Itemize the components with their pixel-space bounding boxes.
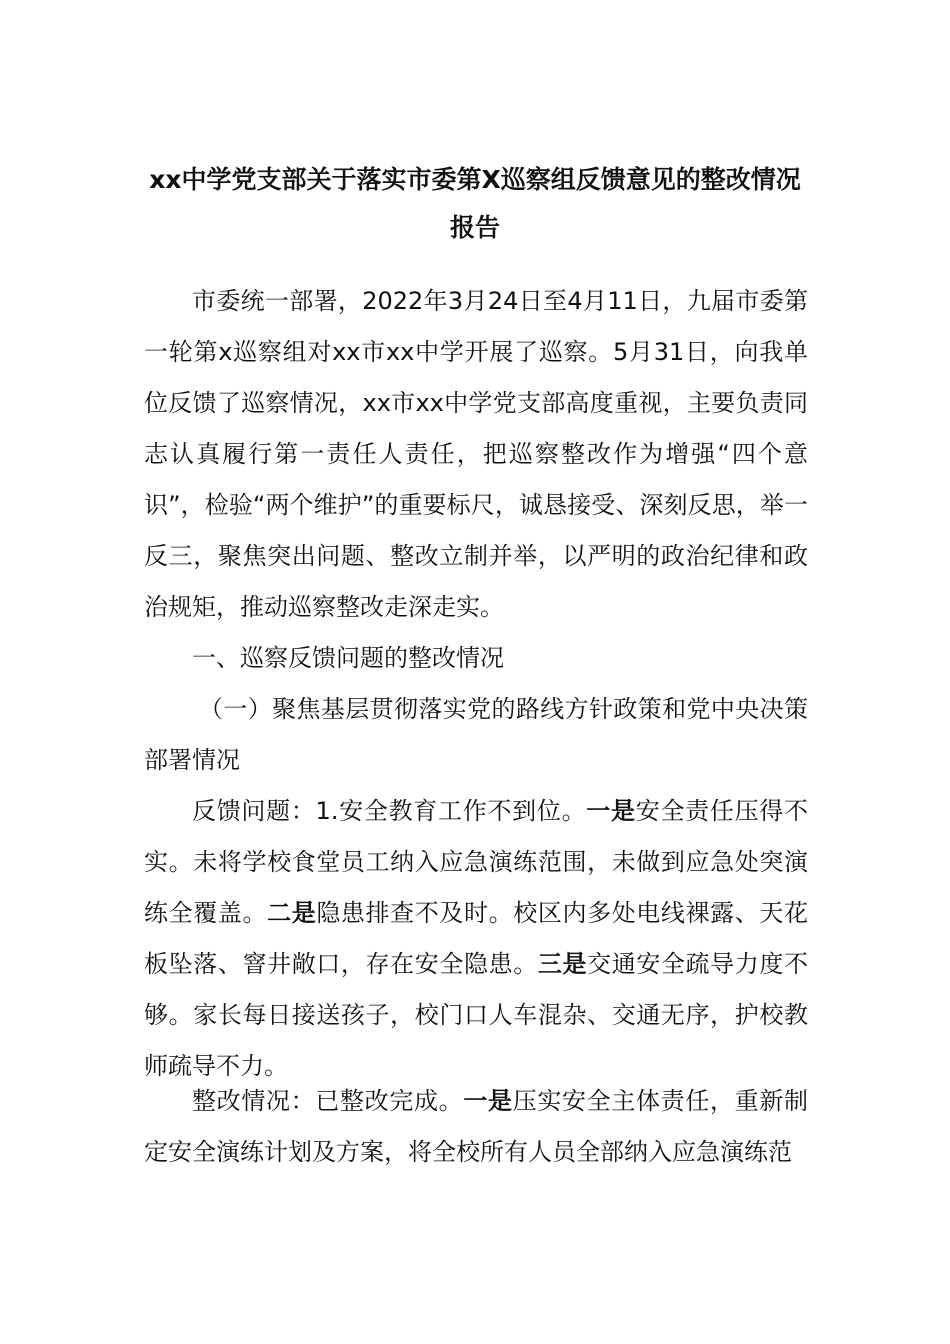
section-heading: 一、巡察反馈问题的整改情况 [192, 644, 504, 672]
issue-point-2-text: 隐患排查不及时。校区内多处电线裸露、天花板坠落、窨井敞口，存在安全隐患。 [144, 899, 809, 978]
issue-point-3-text: 交通安全疏导力度不够。家长每日接送孩子，校门口人车混杂、交通无序，护校教师疏导不力。 [144, 950, 809, 1080]
issue-point-1-text: 安全责任压得不实。未将学校食堂员工纳入应急演练范围，未做到应急处突演练全覆盖。 [144, 797, 809, 927]
issue-point-2-marker: 二是 [267, 899, 317, 927]
issue-paragraph [144, 786, 808, 1092]
fix-point-1-text: 压实安全主体责任，重新制定安全演练计划及方案，将全校所有人员全部纳入应急演练范 [144, 1087, 809, 1166]
fix-lead: 整改情况：已整改完成。 [192, 1087, 464, 1115]
fix-point-1-marker: 一是 [463, 1087, 513, 1115]
fix-paragraph [144, 1076, 808, 1178]
subsection-heading: （一）聚焦基层贯彻落实党的路线方针政策和党中央决策部署情况 [144, 695, 808, 774]
intro-paragraph: 市委统一部署，2022年3月24日至4月11日，九届市委第一轮第x巡察组对xx市xx中学开展了巡察。5月31日，向我单位反馈了巡察情况，xx市xx中学党支部高度重视，主要负责同志认真履行第一责任人责任，把巡察整改作为增强“四个意识”，检验“两个维护”的重要标尺，诚恳接受、深刻反思，举一反三，聚焦突出问题、整改立制并举，以严明的政治纪律和政治规矩，推动巡察整改走深走实。 [144, 287, 808, 621]
document-title: xx中学党支部关于落实市委第X巡察组反馈意见的整改情况报告 [149, 165, 801, 242]
issue-point-1-marker: 一是 [586, 797, 636, 825]
issue-point-3-marker: 三是 [537, 950, 588, 978]
issue-lead: 反馈问题：1.安全教育工作不到位。 [192, 797, 587, 825]
